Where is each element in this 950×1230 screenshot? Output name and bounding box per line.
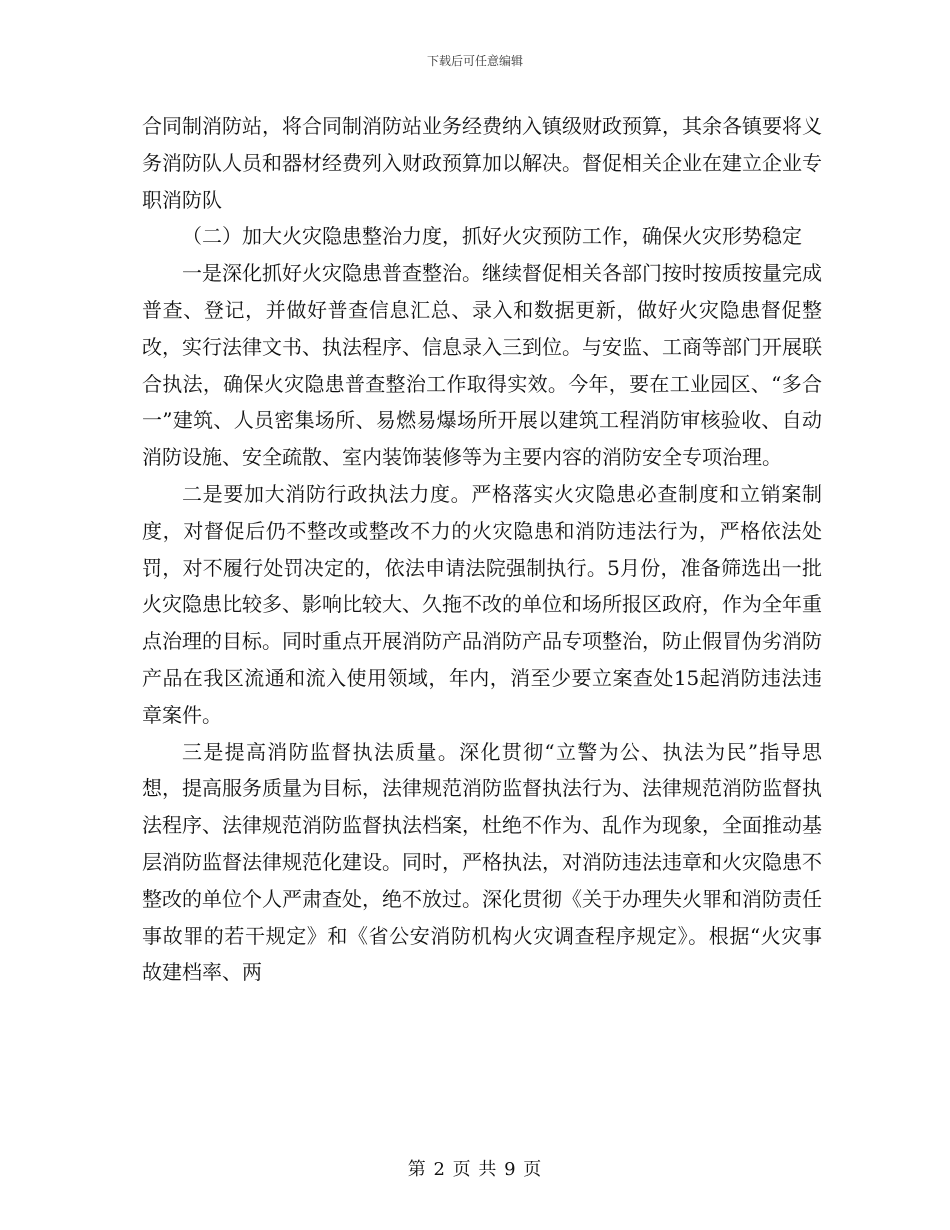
page-header-note: 下载后可任意编辑 [426,54,523,68]
page-number: 第 2 页 共 9 页 [407,1159,543,1180]
paragraph-2-section-heading: （二）加大火灾隐患整治力度，抓好火灾预防工作，确保火灾形势稳定 [182,224,802,249]
paragraph-4: 二是要加大消防行政执法力度。严格落实火灾隐患必查制度和立销案制度，对督促后仍不整改或整改不力的火灾隐患和消防违法行为，严格依法处罚，对不履行处罚决定的，依法申请法院强制执行。5月份，准备筛选出一批火灾隐患比较多、影响比较大、久拖不改的单位和场所报区政府，作为全年重点治理的目标。同时重点开展消防产品消防产品专项整治，防止假冒伪劣消防产品在我区流通和流入使用领域，年内，消至少要立案查处15起消防违法违章案件。 [142,481,822,727]
paragraph-1: 合同制消防站，将合同制消防站业务经费纳入镇级财政预算，其余各镇要将义务消防队人员和器材经费列入财政预算加以解决。督促相关企业在建立企业专职消防队 [142,114,822,212]
paragraph-3: 一是深化抓好火灾隐患普查整治。继续督促相关各部门按时按质按量完成普查、登记，并做好普查信息汇总、录入和数据更新，做好火灾隐患督促整改，实行法律文书、执法程序、信息录入三到位。与安监、工商等部门开展联合执法，确保火灾隐患普查整治工作取得实效。今年，要在工业园区、“多合一”建筑、人员密集场所、易燃易爆场所开展以建筑工程消防审核验收、自动消防设施、安全疏散、室内装饰装修等为主要内容的消防安全专项治理。 [142,261,822,470]
paragraph-5: 三是提高消防监督执法质量。深化贯彻“立警为公、执法为民”指导思想，提高服务质量为目标，法律规范消防监督执法行为、法律规范消防监督执法程序、法律规范消防监督执法档案，杜绝不作为、乱作为现象，全面推动基层消防监督法律规范化建设。同时，严格执法，对消防违法违章和火灾隐患不整改的单位个人严肃查处，绝不放过。深化贯彻《关于办理失火罪和消防责任事故罪的若干规定》和《省公安消防机构火灾调查程序规定》。根据“火灾事故建档率、两 [142,739,822,985]
document-body [142,108,822,991]
